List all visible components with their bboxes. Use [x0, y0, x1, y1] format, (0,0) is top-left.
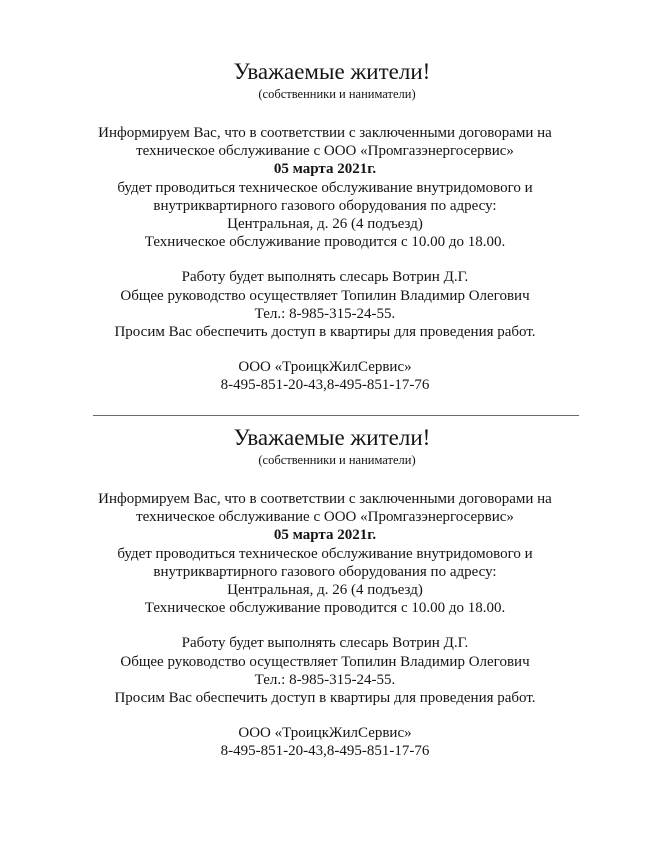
address-line: Центральная, д. 26 (4 подъезд)	[227, 582, 423, 599]
spacer	[0, 341, 650, 358]
service-date: 05 марта 2021г.	[273, 161, 377, 178]
company-phones: 8-495-851-20-43,8-495-851-17-76	[220, 743, 430, 760]
notice-subtitle: (собственники и наниматели)	[258, 87, 416, 101]
spacer	[0, 251, 650, 268]
service-date: 05 марта 2021г.	[273, 527, 377, 544]
contact-line: Работу будет выполнять слесарь Вотрин Д.Г.	[181, 269, 469, 286]
phone-line: Тел.: 8-985-315-24-55.	[254, 671, 396, 688]
request-line: Просим Вас обеспечить доступ в квартиры для проведения работ.	[114, 690, 536, 707]
spacer	[0, 707, 650, 724]
body-line: техническое обслуживание с ООО «Промгазэнергосервис»	[136, 143, 514, 160]
request-line: Просим Вас обеспечить доступ в квартиры для проведения работ.	[114, 324, 536, 341]
company-name: ООО «ТроицкЖилСервис»	[238, 725, 412, 742]
body-line: Информируем Вас, что в соответствии с заключенными договорами на	[98, 491, 552, 507]
hours-line: Техническое обслуживание проводится с 10.00 до 18.00.	[144, 234, 506, 251]
company-name: ООО «ТроицкЖилСервис»	[238, 359, 412, 376]
cut-line-divider	[93, 415, 579, 416]
notice-title: Уважаемые жители!	[233, 425, 431, 450]
detail-line: внутриквартирного газового оборудования по адресу:	[153, 563, 497, 580]
address-line: Центральная, д. 26 (4 подъезд)	[227, 216, 423, 233]
notice-top	[0, 58, 650, 395]
notice-bottom	[0, 424, 650, 761]
contact-line: Общее руководство осуществляет Топилин Владимир Олегович	[120, 653, 530, 670]
phone-line: Тел.: 8-985-315-24-55.	[254, 305, 396, 322]
notice-subtitle: (собственники и наниматели)	[258, 453, 416, 467]
detail-line: будет проводиться техническое обслуживание внутридомового и	[117, 179, 533, 196]
notice-title: Уважаемые жители!	[233, 59, 431, 84]
hours-line: Техническое обслуживание проводится с 10.00 до 18.00.	[144, 600, 506, 617]
body-line: Информируем Вас, что в соответствии с заключенными договорами на	[98, 125, 552, 141]
company-phones: 8-495-851-20-43,8-495-851-17-76	[220, 377, 430, 394]
spacer	[0, 617, 650, 634]
detail-line: будет проводиться техническое обслуживание внутридомового и	[117, 545, 533, 562]
body-line: техническое обслуживание с ООО «Промгазэнергосервис»	[136, 509, 514, 526]
contact-line: Работу будет выполнять слесарь Вотрин Д.Г.	[181, 635, 469, 652]
detail-line: внутриквартирного газового оборудования по адресу:	[153, 197, 497, 214]
contact-line: Общее руководство осуществляет Топилин Владимир Олегович	[120, 287, 530, 304]
